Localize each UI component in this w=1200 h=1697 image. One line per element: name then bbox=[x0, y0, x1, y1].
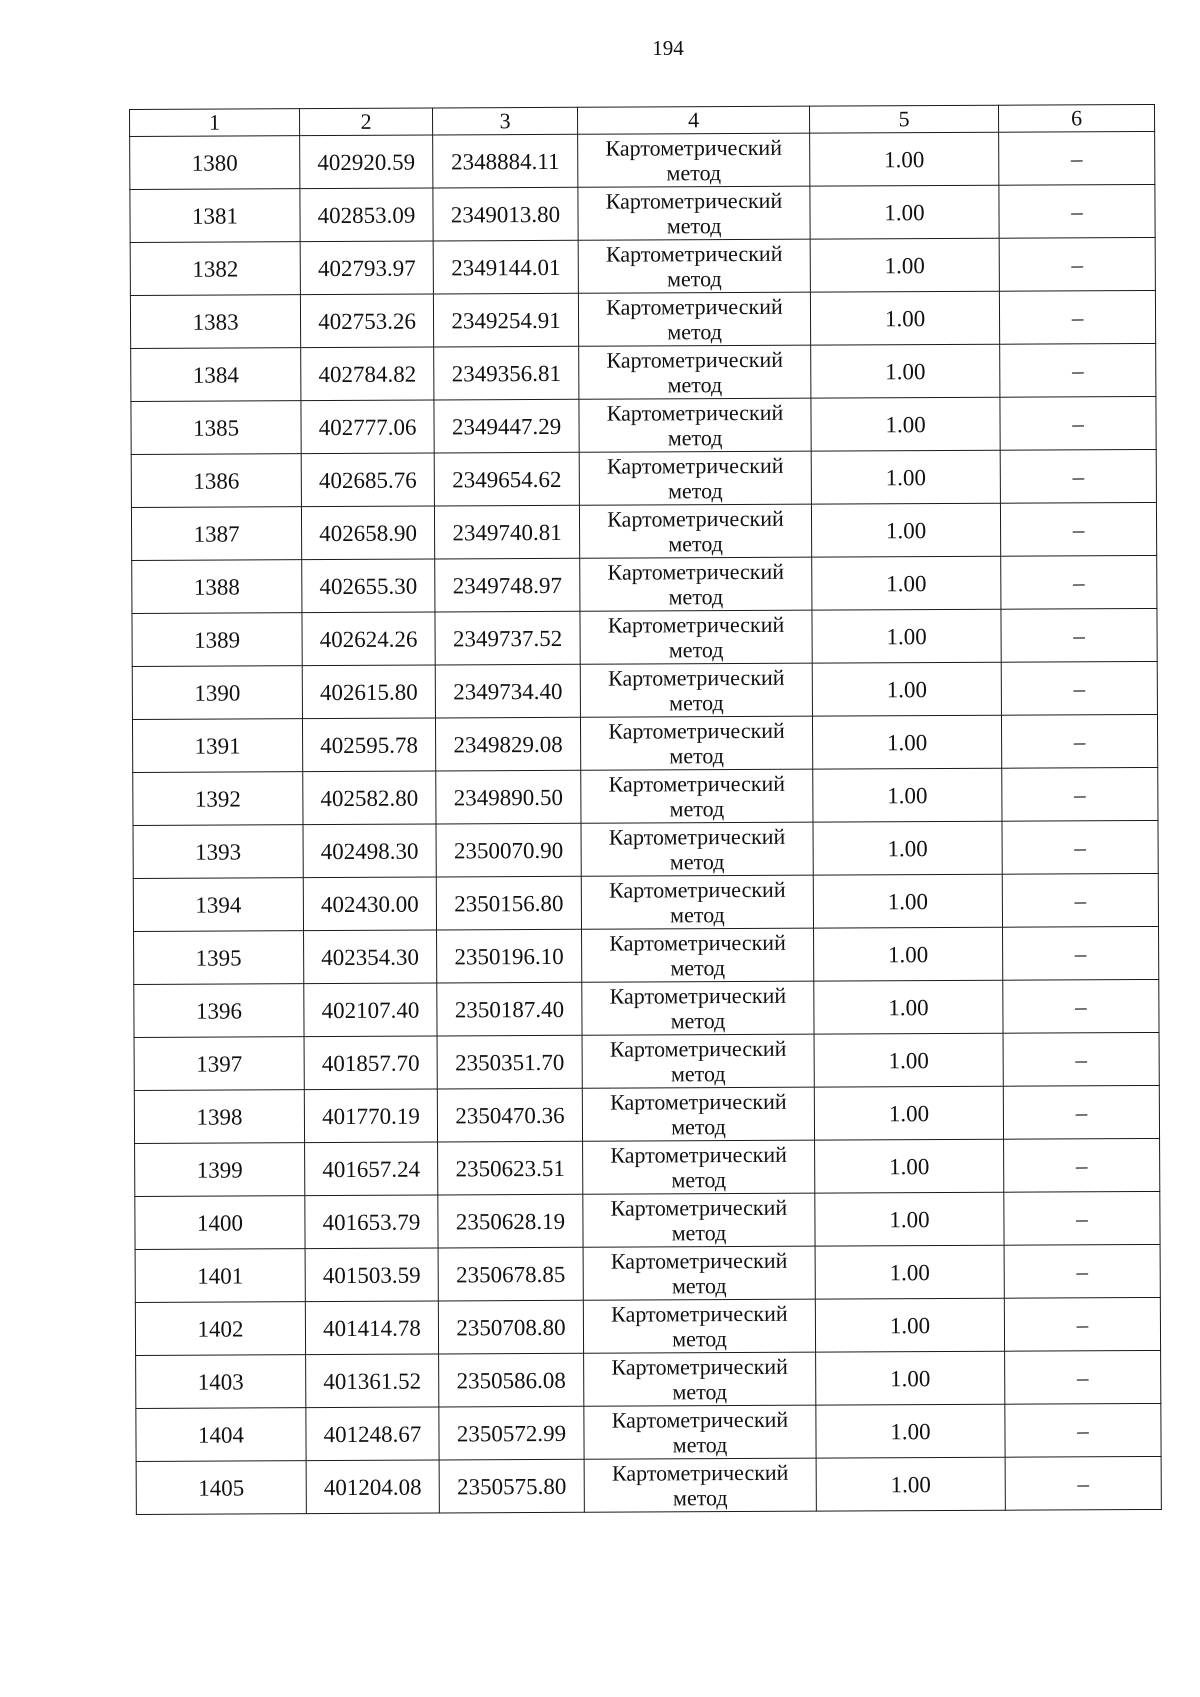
y-coordinate-cell: 2350187.40 bbox=[437, 982, 582, 1036]
table-row bbox=[132, 608, 1157, 666]
method-cell bbox=[579, 451, 811, 505]
method-line-2: метод bbox=[667, 319, 722, 345]
method-line-2: метод bbox=[667, 425, 723, 451]
x-coordinate-cell: 402107.40 bbox=[304, 983, 437, 1037]
note-cell: – bbox=[1000, 343, 1156, 397]
y-coordinate-cell: 2349144.01 bbox=[433, 240, 578, 294]
method-line-2: метод bbox=[666, 266, 722, 292]
accuracy-cell: 1.00 bbox=[810, 185, 999, 239]
table-row bbox=[134, 1032, 1159, 1090]
method-line-1: Картометрический bbox=[607, 664, 785, 691]
x-coordinate-cell: 402615.80 bbox=[302, 665, 435, 719]
table-row bbox=[130, 184, 1155, 242]
note-cell: – bbox=[1001, 714, 1157, 768]
y-coordinate-cell: 2350678.85 bbox=[438, 1247, 583, 1301]
x-coordinate-cell: 401857.70 bbox=[304, 1036, 437, 1090]
method-line-2: метод bbox=[669, 743, 725, 769]
method-line-1: Картометрический bbox=[608, 770, 786, 797]
point-number-cell: 1390 bbox=[132, 666, 302, 720]
method-line-2: метод bbox=[670, 955, 726, 981]
x-coordinate-cell: 402920.59 bbox=[300, 135, 433, 189]
accuracy-cell: 1.00 bbox=[815, 1298, 1004, 1352]
method-line-2: метод bbox=[670, 1061, 726, 1087]
method-cell bbox=[580, 610, 812, 664]
point-number-cell: 1403 bbox=[136, 1355, 306, 1409]
table-row bbox=[132, 555, 1157, 613]
method-line-2: метод bbox=[668, 531, 723, 557]
point-number-cell: 1386 bbox=[131, 454, 301, 508]
x-coordinate-cell: 401770.19 bbox=[304, 1089, 437, 1143]
point-number-cell: 1404 bbox=[136, 1408, 306, 1462]
y-coordinate-cell: 2349748.97 bbox=[435, 558, 580, 612]
y-coordinate-cell: 2349356.81 bbox=[434, 346, 579, 400]
method-line-1: Картометрический bbox=[609, 929, 786, 956]
x-coordinate-cell: 401657.24 bbox=[305, 1142, 438, 1196]
method-line-2: метод bbox=[669, 796, 725, 822]
method-cell bbox=[581, 769, 813, 823]
method-line-1: Картометрический bbox=[606, 293, 783, 320]
method-cell bbox=[583, 1246, 815, 1300]
method-cell bbox=[582, 1034, 814, 1088]
method-line-2: метод bbox=[671, 1220, 727, 1246]
table-row bbox=[136, 1350, 1161, 1408]
y-coordinate-cell: 2349737.52 bbox=[435, 611, 580, 665]
x-coordinate-cell: 401361.52 bbox=[306, 1354, 439, 1408]
method-line-2: метод bbox=[669, 690, 724, 716]
method-line-2: метод bbox=[671, 1114, 726, 1140]
point-number-cell: 1400 bbox=[135, 1196, 305, 1250]
method-cell bbox=[578, 133, 810, 187]
accuracy-cell: 1.00 bbox=[815, 1192, 1004, 1246]
method-line-1: Картометрический bbox=[607, 611, 785, 638]
method-cell bbox=[582, 1087, 814, 1141]
point-number-cell: 1381 bbox=[130, 189, 300, 243]
method-line-1: Картометрический bbox=[610, 1088, 787, 1115]
method-line-1: Картометрический bbox=[608, 823, 786, 850]
accuracy-cell: 1.00 bbox=[813, 874, 1002, 928]
y-coordinate-cell: 2349654.62 bbox=[434, 452, 579, 506]
note-cell: – bbox=[1003, 979, 1159, 1033]
method-line-2: метод bbox=[668, 478, 723, 504]
table-row bbox=[131, 343, 1156, 401]
method-line-2: метод bbox=[671, 1167, 727, 1193]
table-row bbox=[130, 131, 1155, 189]
y-coordinate-cell: 2350351.70 bbox=[437, 1035, 582, 1089]
table-row bbox=[132, 661, 1157, 719]
table-row bbox=[134, 926, 1159, 984]
method-line-2: метод bbox=[666, 160, 722, 186]
method-cell bbox=[582, 981, 814, 1035]
column-header-6: 6 bbox=[998, 104, 1154, 132]
column-header-3: 3 bbox=[432, 107, 577, 135]
method-line-2: метод bbox=[670, 902, 725, 928]
note-cell: – bbox=[1001, 661, 1157, 715]
note-cell: – bbox=[1005, 1403, 1161, 1457]
accuracy-cell: 1.00 bbox=[814, 927, 1003, 981]
method-line-1: Картометрический bbox=[611, 1353, 788, 1380]
table-row bbox=[135, 1244, 1160, 1302]
y-coordinate-cell: 2350196.10 bbox=[437, 929, 582, 983]
note-cell: – bbox=[1004, 1297, 1160, 1351]
point-number-cell: 1385 bbox=[131, 401, 301, 455]
accuracy-cell: 1.00 bbox=[815, 1139, 1004, 1193]
y-coordinate-cell: 2349013.80 bbox=[433, 187, 578, 241]
y-coordinate-cell: 2350070.90 bbox=[436, 823, 581, 877]
point-number-cell: 1382 bbox=[130, 242, 300, 296]
note-cell: – bbox=[1004, 1191, 1160, 1245]
method-cell bbox=[580, 557, 812, 611]
table-row bbox=[130, 290, 1155, 348]
accuracy-cell: 1.00 bbox=[811, 344, 1000, 398]
method-line-1: Картометрический bbox=[609, 876, 786, 903]
method-line-1: Картометрический bbox=[605, 240, 783, 267]
method-line-1: Картометрический bbox=[610, 1247, 788, 1274]
note-cell: – bbox=[1005, 1350, 1161, 1404]
note-cell: – bbox=[1003, 1032, 1159, 1086]
table-row bbox=[131, 449, 1156, 507]
method-line-1: Картометрический bbox=[611, 1300, 788, 1327]
point-number-cell: 1383 bbox=[130, 295, 300, 349]
x-coordinate-cell: 402595.78 bbox=[302, 718, 435, 772]
method-line-1: Картометрический bbox=[611, 1406, 789, 1433]
y-coordinate-cell: 2350586.08 bbox=[439, 1353, 584, 1407]
method-cell bbox=[583, 1140, 815, 1194]
x-coordinate-cell: 402582.80 bbox=[303, 771, 436, 825]
note-cell: – bbox=[1000, 396, 1156, 450]
note-cell: – bbox=[999, 184, 1155, 238]
y-coordinate-cell: 2349734.40 bbox=[435, 664, 580, 718]
x-coordinate-cell: 402793.97 bbox=[300, 241, 433, 295]
y-coordinate-cell: 2350628.19 bbox=[438, 1194, 583, 1248]
note-cell: – bbox=[999, 237, 1155, 291]
point-number-cell: 1397 bbox=[134, 1037, 304, 1091]
method-cell bbox=[578, 186, 810, 240]
note-cell: – bbox=[1001, 608, 1157, 662]
point-number-cell: 1393 bbox=[133, 825, 303, 879]
point-number-cell: 1402 bbox=[135, 1302, 305, 1356]
method-cell bbox=[578, 292, 810, 346]
accuracy-cell: 1.00 bbox=[812, 715, 1001, 769]
y-coordinate-cell: 2350575.80 bbox=[439, 1459, 584, 1513]
point-number-cell: 1398 bbox=[134, 1090, 304, 1144]
table-row bbox=[132, 714, 1157, 772]
accuracy-cell: 1.00 bbox=[816, 1457, 1005, 1511]
method-line-1: Картометрический bbox=[609, 982, 787, 1009]
table-row bbox=[135, 1297, 1160, 1355]
table-row bbox=[130, 237, 1155, 295]
y-coordinate-cell: 2349829.08 bbox=[435, 717, 580, 771]
table-row bbox=[131, 396, 1156, 454]
method-line-1: Картометрический bbox=[608, 717, 785, 744]
note-cell: – bbox=[999, 290, 1155, 344]
x-coordinate-cell: 402498.30 bbox=[303, 824, 436, 878]
note-cell: – bbox=[1000, 449, 1156, 503]
y-coordinate-cell: 2350470.36 bbox=[437, 1088, 582, 1142]
x-coordinate-cell: 401414.78 bbox=[305, 1301, 438, 1355]
x-coordinate-cell: 402430.00 bbox=[303, 877, 436, 931]
table-row bbox=[133, 767, 1158, 825]
column-header-1: 1 bbox=[130, 109, 300, 137]
table-row bbox=[135, 1191, 1160, 1249]
note-cell: – bbox=[1002, 767, 1158, 821]
method-line-2: метод bbox=[671, 1273, 727, 1299]
x-coordinate-cell: 402655.30 bbox=[302, 559, 435, 613]
method-line-2: метод bbox=[669, 849, 725, 875]
method-line-2: метод bbox=[668, 637, 724, 663]
point-number-cell: 1395 bbox=[134, 931, 304, 985]
method-line-1: Картометрический bbox=[610, 1141, 787, 1168]
point-number-cell: 1405 bbox=[136, 1461, 306, 1515]
accuracy-cell: 1.00 bbox=[810, 132, 999, 186]
method-line-2: метод bbox=[672, 1326, 727, 1352]
table-row bbox=[131, 502, 1156, 560]
accuracy-cell: 1.00 bbox=[811, 397, 1000, 451]
point-number-cell: 1391 bbox=[132, 719, 302, 773]
method-line-2: метод bbox=[667, 372, 723, 398]
method-cell bbox=[580, 663, 812, 717]
method-cell bbox=[581, 822, 813, 876]
accuracy-cell: 1.00 bbox=[811, 450, 1000, 504]
accuracy-cell: 1.00 bbox=[816, 1351, 1005, 1405]
x-coordinate-cell: 401503.59 bbox=[305, 1248, 438, 1302]
y-coordinate-cell: 2348884.11 bbox=[433, 134, 578, 188]
y-coordinate-cell: 2349254.91 bbox=[433, 293, 578, 347]
y-coordinate-cell: 2350708.80 bbox=[438, 1300, 583, 1354]
x-coordinate-cell: 402784.82 bbox=[301, 347, 434, 401]
accuracy-cell: 1.00 bbox=[811, 503, 1000, 557]
accuracy-cell: 1.00 bbox=[813, 821, 1002, 875]
table-row bbox=[136, 1403, 1161, 1461]
method-line-1: Картометрический bbox=[606, 399, 784, 426]
note-cell: – bbox=[1003, 1085, 1159, 1139]
note-cell: – bbox=[1004, 1138, 1160, 1192]
method-line-1: Картометрический bbox=[606, 452, 784, 479]
method-line-2: метод bbox=[672, 1379, 728, 1405]
x-coordinate-cell: 402777.06 bbox=[301, 400, 434, 454]
method-cell bbox=[584, 1352, 816, 1406]
table-body bbox=[130, 131, 1162, 1514]
method-cell bbox=[581, 875, 813, 929]
x-coordinate-cell: 402658.90 bbox=[301, 506, 434, 560]
point-number-cell: 1387 bbox=[131, 507, 301, 561]
note-cell: – bbox=[1002, 820, 1158, 874]
point-number-cell: 1389 bbox=[132, 613, 302, 667]
method-line-1: Картометрический bbox=[605, 134, 782, 161]
accuracy-cell: 1.00 bbox=[813, 768, 1002, 822]
y-coordinate-cell: 2350156.80 bbox=[436, 876, 581, 930]
y-coordinate-cell: 2349890.50 bbox=[436, 770, 581, 824]
accuracy-cell: 1.00 bbox=[816, 1404, 1005, 1458]
x-coordinate-cell: 402753.26 bbox=[300, 294, 433, 348]
y-coordinate-cell: 2350623.51 bbox=[438, 1141, 583, 1195]
accuracy-cell: 1.00 bbox=[814, 980, 1003, 1034]
method-line-1: Картометрический bbox=[607, 558, 785, 585]
page-number: 194 bbox=[652, 36, 684, 60]
method-line-1: Картометрический bbox=[611, 1459, 789, 1486]
method-cell bbox=[579, 398, 811, 452]
method-line-1: Картометрический bbox=[606, 346, 784, 373]
point-number-cell: 1394 bbox=[133, 878, 303, 932]
method-cell bbox=[578, 239, 810, 293]
method-cell bbox=[582, 928, 814, 982]
accuracy-cell: 1.00 bbox=[810, 238, 999, 292]
column-header-2: 2 bbox=[300, 108, 433, 136]
method-cell bbox=[580, 716, 812, 770]
x-coordinate-cell: 401653.79 bbox=[305, 1195, 438, 1249]
method-line-1: Картометрический bbox=[607, 505, 784, 532]
x-coordinate-cell: 401204.08 bbox=[306, 1460, 439, 1514]
x-coordinate-cell: 401248.67 bbox=[306, 1407, 439, 1461]
accuracy-cell: 1.00 bbox=[814, 1086, 1003, 1140]
table-row bbox=[133, 820, 1158, 878]
table-row bbox=[136, 1456, 1161, 1514]
method-line-1: Картометрический bbox=[609, 1035, 787, 1062]
x-coordinate-cell: 402624.26 bbox=[302, 612, 435, 666]
x-coordinate-cell: 402354.30 bbox=[304, 930, 437, 984]
note-cell: – bbox=[999, 131, 1155, 185]
point-number-cell: 1388 bbox=[132, 560, 302, 614]
method-cell bbox=[584, 1458, 816, 1512]
accuracy-cell: 1.00 bbox=[814, 1033, 1003, 1087]
method-cell bbox=[584, 1405, 816, 1459]
point-number-cell: 1396 bbox=[134, 984, 304, 1038]
note-cell: – bbox=[1005, 1456, 1161, 1510]
column-header-4: 4 bbox=[577, 106, 809, 134]
accuracy-cell: 1.00 bbox=[815, 1245, 1004, 1299]
x-coordinate-cell: 402685.76 bbox=[301, 453, 434, 507]
point-number-cell: 1384 bbox=[131, 348, 301, 402]
method-cell bbox=[583, 1299, 815, 1353]
table-row bbox=[134, 979, 1159, 1037]
method-cell bbox=[583, 1193, 815, 1247]
note-cell: – bbox=[1004, 1244, 1160, 1298]
y-coordinate-cell: 2350572.99 bbox=[439, 1406, 584, 1460]
method-cell bbox=[579, 345, 811, 399]
note-cell: – bbox=[1001, 555, 1157, 609]
y-coordinate-cell: 2349740.81 bbox=[434, 505, 579, 559]
method-line-2: метод bbox=[670, 1008, 726, 1034]
point-number-cell: 1380 bbox=[130, 136, 300, 190]
method-line-2: метод bbox=[668, 584, 724, 610]
table-row bbox=[135, 1138, 1160, 1196]
table-row bbox=[133, 873, 1158, 931]
accuracy-cell: 1.00 bbox=[810, 291, 999, 345]
method-line-2: метод bbox=[672, 1485, 728, 1511]
note-cell: – bbox=[1003, 926, 1159, 980]
method-line-1: Картометрический bbox=[605, 187, 783, 214]
method-line-1: Картометрический bbox=[610, 1194, 788, 1221]
x-coordinate-cell: 402853.09 bbox=[300, 188, 433, 242]
note-cell: – bbox=[1002, 873, 1158, 927]
method-line-2: метод bbox=[672, 1432, 728, 1458]
method-cell bbox=[579, 504, 811, 558]
y-coordinate-cell: 2349447.29 bbox=[434, 399, 579, 453]
point-number-cell: 1392 bbox=[133, 772, 303, 826]
accuracy-cell: 1.00 bbox=[812, 556, 1001, 610]
accuracy-cell: 1.00 bbox=[812, 609, 1001, 663]
note-cell: – bbox=[1000, 502, 1156, 556]
table-row bbox=[134, 1085, 1159, 1143]
accuracy-cell: 1.00 bbox=[812, 662, 1001, 716]
column-header-5: 5 bbox=[809, 105, 998, 133]
coordinates-table bbox=[129, 104, 1162, 1515]
point-number-cell: 1401 bbox=[135, 1249, 305, 1303]
method-line-2: метод bbox=[666, 213, 722, 239]
point-number-cell: 1399 bbox=[135, 1143, 305, 1197]
